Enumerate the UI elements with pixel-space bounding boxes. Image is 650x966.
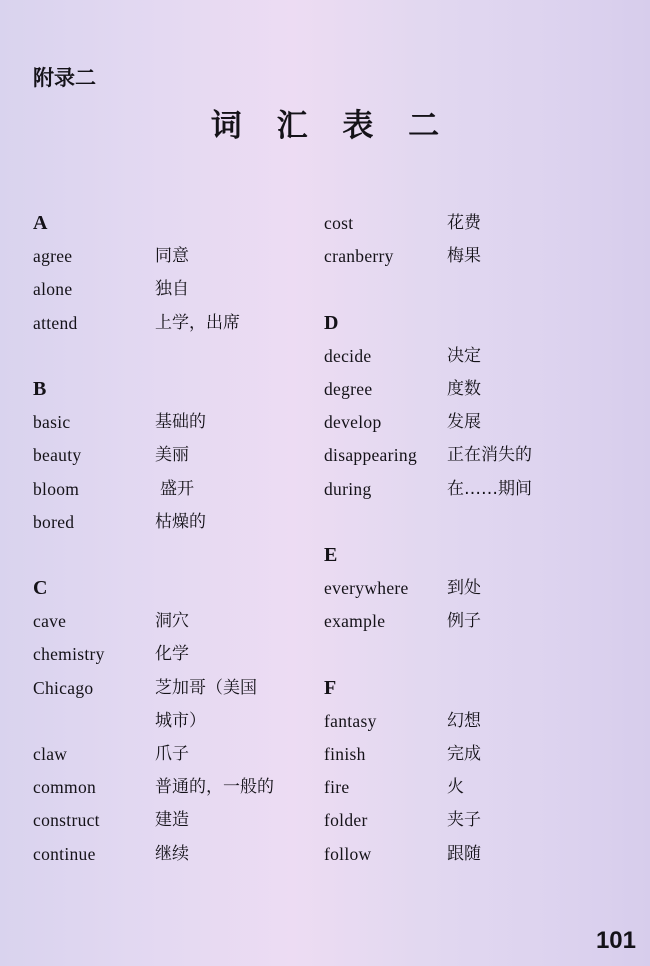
page-number: 101 — [595, 927, 636, 954]
meaning: 跟随 — [447, 843, 481, 864]
meaning: 继续 — [155, 843, 189, 864]
word: common — [33, 777, 97, 798]
meaning: 上学，出席 — [155, 312, 240, 333]
meaning: 到处 — [447, 578, 481, 599]
meaning: 美丽 — [155, 445, 189, 466]
word: cranberry — [324, 246, 394, 267]
word: develop — [324, 412, 382, 433]
word: bloom — [33, 478, 80, 499]
meaning: 正在消失的 — [447, 445, 532, 466]
meaning: 洞穴 — [155, 611, 189, 632]
word: Chicago — [33, 677, 94, 698]
word: degree — [324, 378, 373, 399]
word: chemistry — [33, 644, 105, 665]
meaning: 火 — [447, 777, 464, 798]
meaning: 夹子 — [447, 810, 481, 831]
letter-c: C — [33, 577, 48, 600]
word: example — [324, 611, 386, 632]
word: fire — [324, 777, 350, 798]
meaning: 花费 — [447, 213, 481, 233]
word: everywhere — [324, 578, 409, 599]
meaning: 基础的 — [155, 412, 206, 433]
letter-a: A — [33, 212, 48, 234]
word: beauty — [33, 445, 82, 466]
page-title: 词 汇 表 二 — [210, 108, 452, 144]
meaning: 度数 — [447, 378, 481, 399]
meaning: 枯燥的 — [155, 511, 206, 532]
word: claw — [33, 744, 68, 764]
meaning: 建造 — [155, 810, 189, 831]
meaning: 幻想 — [447, 710, 481, 731]
meaning: 芝加哥（美国 — [155, 677, 257, 698]
word: attend — [33, 312, 78, 333]
word: bored — [33, 511, 75, 532]
word: finish — [324, 744, 366, 764]
meaning: 在……期间 — [447, 478, 532, 499]
word: construct — [33, 810, 100, 831]
word: cave — [33, 611, 67, 632]
meaning: 普通的，一般的 — [155, 777, 274, 798]
meaning: 爪子 — [155, 744, 189, 764]
meaning: 化学 — [155, 644, 189, 665]
word: agree — [33, 246, 73, 267]
meaning: 发展 — [447, 412, 481, 433]
letter-d: D — [324, 311, 339, 334]
word: decide — [324, 345, 372, 366]
word: follow — [324, 843, 372, 864]
meaning: 盛开 — [160, 478, 194, 499]
word: disappearing — [324, 445, 418, 466]
word: alone — [33, 279, 73, 300]
meaning: 独自 — [155, 279, 189, 300]
letter-f: F — [324, 676, 337, 699]
meaning: 决定 — [447, 345, 481, 366]
word: basic — [33, 412, 71, 433]
word: continue — [33, 843, 96, 864]
meaning-continued: 城市） — [155, 710, 206, 731]
meaning: 同意 — [155, 246, 189, 267]
word: during — [324, 478, 372, 499]
appendix-label: 附录二 — [33, 66, 96, 90]
meaning: 例子 — [447, 611, 481, 632]
word: folder — [324, 810, 368, 831]
letter-b: B — [33, 377, 47, 400]
letter-e: E — [324, 543, 338, 566]
meaning: 完成 — [447, 744, 481, 764]
meaning: 梅果 — [447, 246, 481, 267]
word: cost — [324, 213, 354, 233]
word: fantasy — [324, 710, 377, 731]
